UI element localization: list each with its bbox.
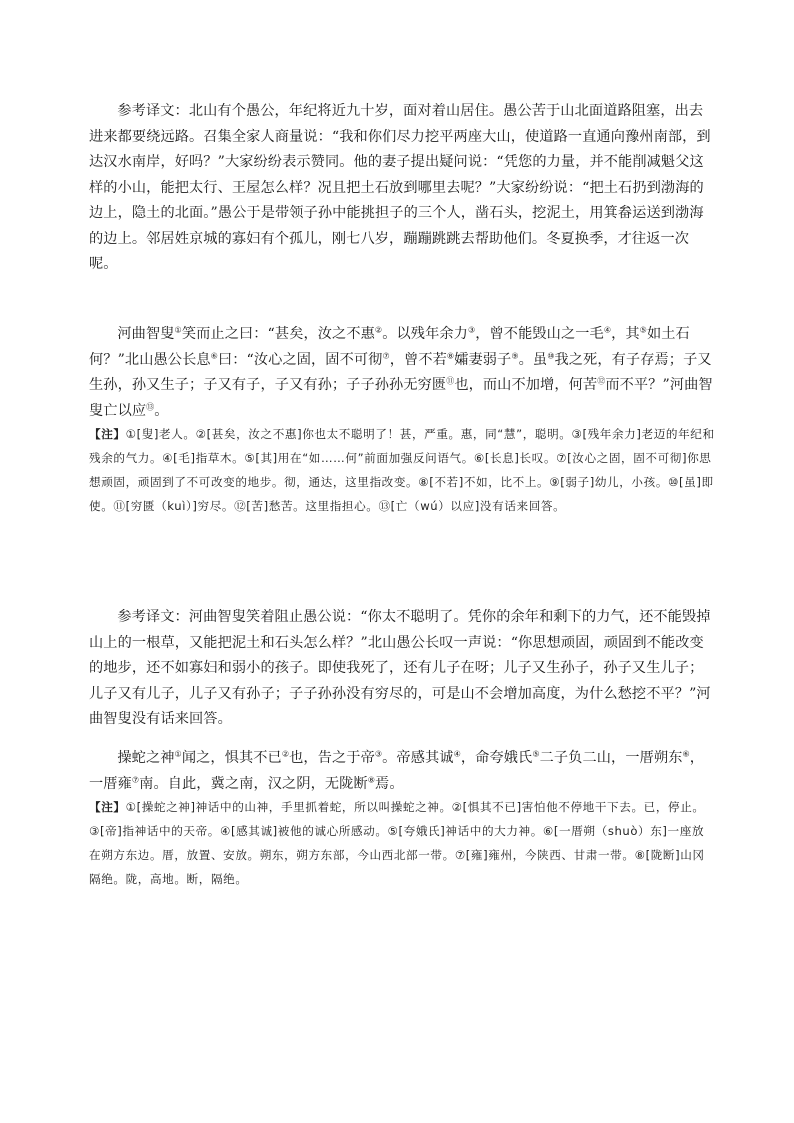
passage-text: 。帝感其诚 [382, 750, 454, 766]
annotation-text: ①[操蛇之神]神话中的山神，手里抓着蛇，所以叫操蛇之神。②[惧其不已]害怕他不停地干下去。已，停止。③[帝]指神话中的天帝。④[感其诚]被他的诚心所感动。⑤[夸娥氏]神话中的大力神。⑥[一厝朔（shuò）东]一座放在朔方东边。厝，放置、安放。朔东，朔方东部，今山西北部一带。⑦[雍]雍州，今陕西、甘肃一带。⑧[陇断]山冈隔绝。陇，高地。断，隔绝。 [89, 800, 705, 886]
footnote-marker: ⑬ [146, 401, 155, 411]
footnote-marker: ⑥ [682, 749, 690, 759]
annotation-block-3 [89, 795, 715, 891]
annotation-text: ①[叟]老人。②[甚矣，汝之不惠]你也太不聪明了！甚，严重。惠，同“慧”，聪明。③[残年余力]老迈的年纪和残余的气力。④[毛]指草木。⑤[其]用在“如……何”前面加强反问语气。⑥[长息]长叹。⑦[汝心之固，固不可彻]你思想顽固，顽固到了不可改变的地步。彻，通达，这里指改变。⑧[不若]不如，比不上。⑨[弱子]幼儿，小孩。⑩[虽]即使。⑪[穷匮（kuì）]穷尽。⑫[苦]愁苦。这里指担心。⑬[亡（wú）以应]没有话来回答。 [89, 427, 715, 513]
footnote-marker: ① [174, 749, 182, 759]
annotation-block-2 [89, 422, 715, 518]
footnote-marker: ⑥ [210, 350, 218, 360]
footnote-marker: ④ [453, 749, 461, 759]
footnote-marker: ⑨ [511, 350, 519, 360]
classical-passage-2 [89, 322, 715, 424]
passage-text: 而不平？”河曲智叟亡以应 [89, 377, 713, 419]
passage-text: 二子负二山，一厝朔东 [539, 750, 683, 766]
footnote-marker: ② [281, 749, 290, 759]
passage-text: ，曾不若 [389, 351, 447, 368]
footnote-marker: ⑦ [382, 350, 390, 360]
annotation-tag: 【注】 [89, 800, 126, 814]
passage-text: 河曲智叟 [117, 326, 175, 342]
footnote-marker: ⑤ [639, 325, 647, 335]
passage-text: 曰：“汝心之固，固不可彻 [217, 351, 383, 368]
passage-text: ，命夸娥氏 [460, 750, 533, 766]
passage-text: 操蛇之神 [117, 750, 175, 766]
footnote-marker: ② [374, 325, 383, 335]
footnote-marker: ⑫ [597, 376, 606, 386]
footnote-marker: ⑧ [367, 774, 376, 784]
footnote-marker: ⑩ [547, 350, 555, 360]
footnote-marker: ① [174, 325, 182, 335]
passage-text: ，一厝雍 [89, 750, 705, 792]
footnote-marker: ③ [374, 749, 383, 759]
translation-paragraph-2: 参考译文：河曲智叟笑着阻止愚公说：“你太不聪明了。凭你的余年和剩下的力气，还不能毁掉山上的一根草，又能把泥土和石头怎么样？”北山愚公长叹一声说：“你思想顽固，顽固到不能改变的地步，还不如寡妇和弱小的孩子。即使我死了，还有儿子在呀；儿子又生孙子，孙子又生儿子；儿子又有儿子，儿子又有孙子；子子孙孙没有穷尽的，可是山不会增加高度，为什么愁挖不平？”河曲智叟没有话来回答。 [89, 609, 711, 727]
passage-text: 闻之，惧其不已 [181, 750, 282, 766]
passage-text: 也，告之于帝 [289, 750, 375, 766]
passage-text: 我之死，有子存焉；子又生孙，孙又生子；子又有子，子又有孙；子子孙孙无穷匮 [89, 351, 712, 393]
passage-text: ，曾不能毁山之一毛 [475, 326, 604, 342]
passage-text: 孀妻弱子 [454, 351, 512, 368]
footnote-marker: ⑧ [446, 350, 455, 360]
footnote-marker: ⑪ [446, 376, 455, 386]
footnote-marker: ⑤ [532, 749, 540, 759]
passage-text: 也，而山不加增，何苦 [454, 377, 598, 393]
footnote-marker: ④ [603, 325, 612, 335]
passage-text: 南。自此，冀之南，汉之阴，无陇断 [139, 775, 368, 792]
passage-text: 笑而止之曰：“甚矣，汝之不惠 [181, 326, 375, 342]
passage-text: 如土石何？”北山愚公长息 [89, 326, 690, 368]
footnote-marker: ③ [467, 325, 476, 335]
passage-text: 。虽 [518, 351, 548, 368]
passage-text: 。 [154, 402, 169, 419]
translation-paragraph-1: 参考译文：北山有个愚公，年纪将近九十岁，面对着山居住。愚公苦于山北面道路阻塞，出去进来都要绕远路。召集全家人商量说：“我和你们尽力挖平两座大山，使道路一直通向豫州南部，到达汉水南岸，好吗？”大家纷纷表示赞同。他的妻子提出疑问说：“凭您的力量，并不能削减魁父这样的小山，能把太行、王屋怎么样？况且把土石放到哪里去呢？”大家纷纷说：“把土石扔到渤海的边上，隐土的北面。”愚公于是带领子孙中能挑担子的三个人，凿石头，挖泥土，用箕畚运送到渤海的边上。邻居姓京城的寡妇有个孤儿，刚七八岁，蹦蹦跳跳去帮助他们。冬夏换季，才往返一次呢。 [89, 103, 711, 272]
classical-passage-3 [89, 746, 715, 797]
annotation-tag: 【注】 [89, 427, 126, 441]
passage-text: ，其 [611, 326, 640, 342]
footnote-marker: ⑦ [131, 774, 140, 784]
passage-text: 。以残年余力 [382, 326, 468, 342]
passage-text: 焉。 [375, 775, 404, 792]
